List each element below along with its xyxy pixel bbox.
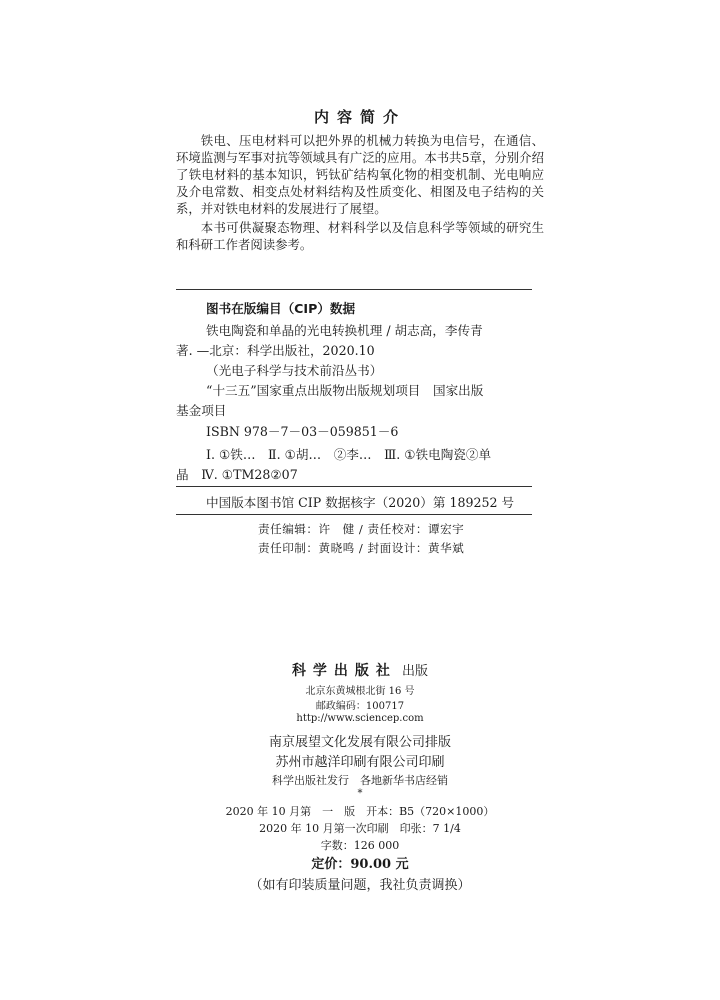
summary-title: 内容简介 (313, 108, 406, 126)
publisher-suffix: 出版 (402, 664, 429, 679)
cip-author-line: 著. —北京：科学出版社，2020.10 (176, 343, 375, 358)
edition-info: 2020 年 10 月第 一 版 开本：B5（720×1000） (225, 805, 495, 818)
summary-paragraph-1: 铁电、压电材料可以把外界的机械力转换为电信号，在通信、环境监测与军事对抗等领域具有广泛的应用。本书共5章，分别介绍了铁电材料的基本知识，钙钛矿结构氧化物的相变机制、光电响应及介电常数、相变点处材料结构及性质变化、相图及电子结构的关系，并对铁电材料的发展进行了展望。 (176, 133, 544, 216)
typesetter: 南京展望文化发展有限公司排版 (268, 735, 451, 750)
publisher-postcode: 邮政编码：100717 (315, 701, 405, 712)
separator-star: * (357, 788, 363, 799)
cip-mid-rule (176, 486, 532, 487)
summary-paragraph-2: 本书可供凝聚态物理、材料科学以及信息科学等领域的研究生和科研工作者阅读参考。 (176, 220, 544, 252)
staff-print-line: 责任印制：黄晓鸣 / 封面设计：黄华斌 (258, 541, 465, 555)
publisher-address: 北京东黄城根北街 16 号 (305, 686, 415, 697)
cip-classification: Ⅰ. ①铁… Ⅱ. ①胡… ②李… Ⅲ. ①铁电陶瓷②单 (206, 447, 492, 462)
distributor: 科学出版社发行 各地新华书店经销 (272, 774, 448, 787)
publisher-name-logotype: 科学出版社 (291, 663, 397, 679)
printer: 苏州市越洋印刷有限公司印刷 (275, 755, 445, 770)
cip-isbn: ISBN 978－7－03－059851－6 (206, 424, 399, 439)
printing-info: 2020 年 10 月第一次印刷 印张：7 1/4 (259, 822, 461, 835)
cip-classification-cont: 晶 Ⅳ. ①TM28②07 (176, 467, 298, 482)
cip-record-number: 中国版本图书馆 CIP 数据核字（2020）第 189252 号 (206, 495, 515, 510)
cip-project-line: “十三五”国家重点出版物出版规划项目 国家出版 (206, 383, 484, 398)
publisher-url: http://www.sciencep.com (296, 713, 424, 724)
quality-notice: （如有印装质量问题，我社负责调换） (249, 878, 471, 893)
publisher-line (0, 660, 720, 680)
cip-title-line: 铁电陶瓷和单晶的光电转换机理 / 胡志高，李传青 (206, 323, 483, 338)
cip-heading: 图书在版编目（CIP）数据 (206, 301, 356, 316)
cip-series-line: （光电子科学与技术前沿丛书） (206, 363, 383, 378)
cip-top-rule (176, 289, 532, 290)
cip-bottom-rule (176, 514, 532, 515)
price: 定价：90.00 元 (311, 857, 409, 872)
cip-project-line-cont: 基金项目 (176, 403, 227, 418)
word-count: 字数：126 000 (320, 839, 400, 852)
staff-editors-line: 责任编辑：许 健 / 责任校对：谭宏宇 (258, 522, 465, 536)
